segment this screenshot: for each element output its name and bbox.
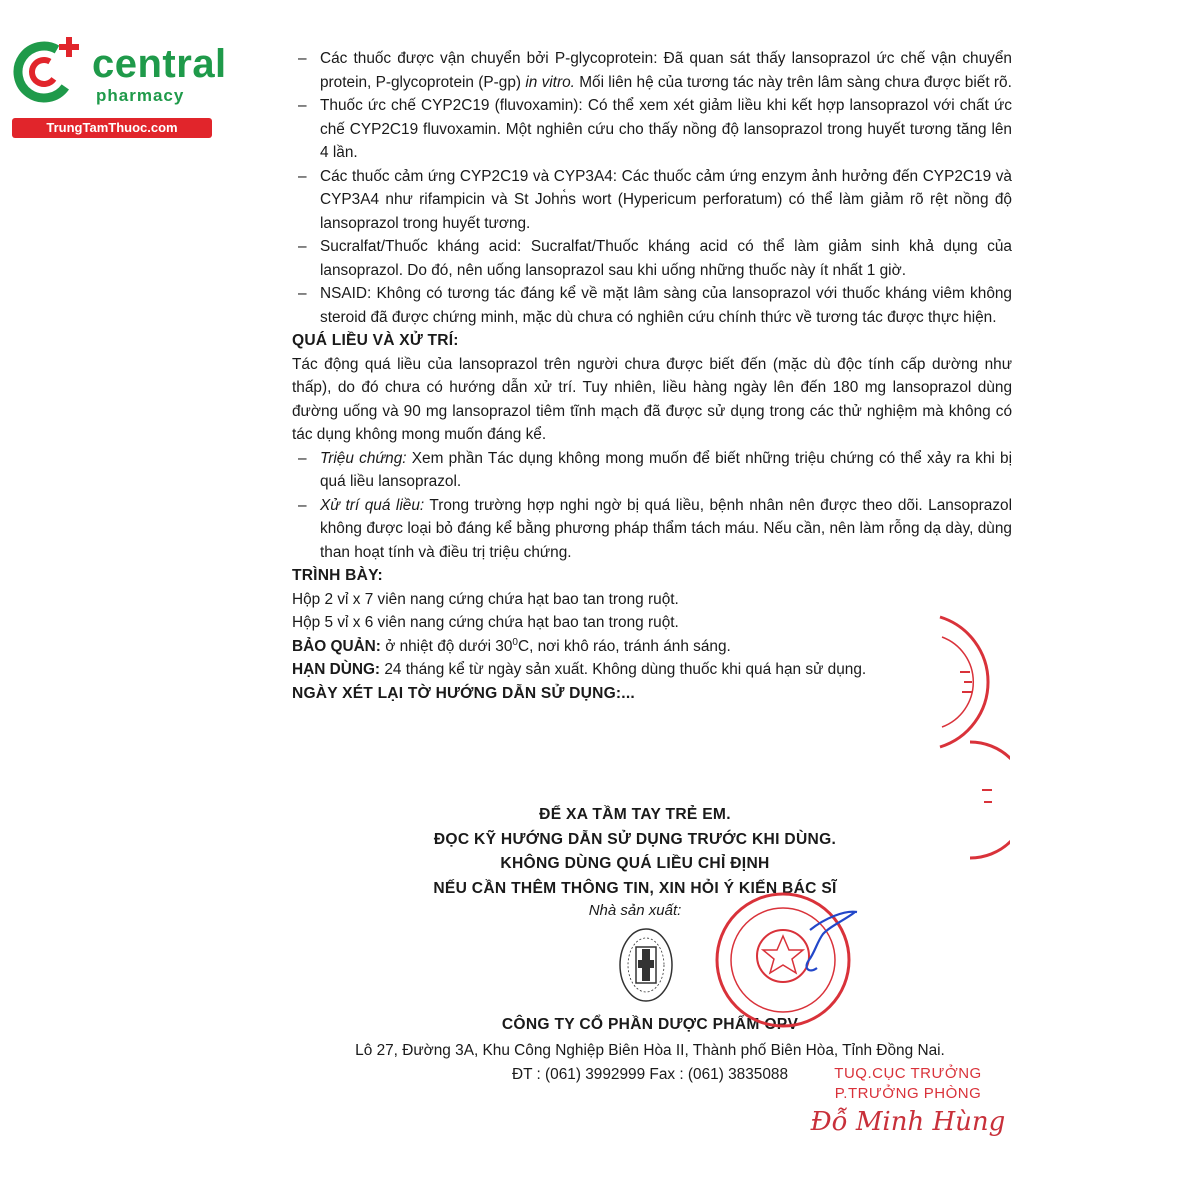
management-text: Trong trường hợp nghi ngờ bị quá liều, bệnh nhân nên được theo dõi. Lansoprazol không được loại bỏ đáng kể bằng phương pháp thẩm tách máu. Nếu cần, nên làm rỗng dạ dày, dùng than hoạt tính và điều trị triệu chứng. bbox=[320, 496, 1013, 561]
interaction-label: Các thuốc được vận chuyển bởi P-glycoprotein: bbox=[320, 50, 658, 67]
bullet-dash: – bbox=[298, 449, 307, 467]
interaction-label: NSAID: bbox=[320, 285, 372, 302]
manufacturer-emblem-icon bbox=[616, 925, 676, 1005]
bullet-dash: – bbox=[298, 496, 307, 514]
presentation-line: Hộp 5 vỉ x 6 viên nang cứng chứa hạt bao tan trong ruột. bbox=[292, 614, 679, 631]
storage-text: ở nhiệt độ dưới 30 bbox=[380, 637, 513, 655]
partial-seal-stamp-icon bbox=[960, 740, 1010, 860]
interaction-label: Sucralfat/Thuốc kháng acid: bbox=[320, 238, 522, 255]
interaction-item bbox=[292, 47, 1012, 94]
official-seal-stamp-icon bbox=[705, 890, 865, 1030]
signature-name: Đỗ Minh Hùng bbox=[810, 1107, 1006, 1137]
bullet-dash: – bbox=[298, 167, 307, 185]
bullet-dash: – bbox=[298, 238, 307, 255]
overdose-symptoms bbox=[292, 447, 1012, 494]
signature-title: P.TRƯỞNG PHÒNG bbox=[834, 1085, 982, 1102]
logo-name: central bbox=[92, 42, 227, 86]
management-label: Xử trí quá liều: bbox=[320, 496, 425, 514]
signature-title: TUQ.CỤC TRƯỞNG bbox=[834, 1065, 982, 1082]
overdose-intro: Tác động quá liều của lansoprazol trên người chưa được biết đến (mặc dù độc tính cấp dường như thấp), do đó chưa có hướng dẫn xử trí. Tuy nhiên, liều hàng ngày lên đến 180 mg lansoprazol dùng đường uống và 90 mg lansoprazol tiêm tĩnh mạch đã được sử dụng trong các thử nghiệm mà không có tác dụng không mong muốn đáng kể. bbox=[292, 355, 1012, 443]
brand-logo[interactable] bbox=[10, 36, 227, 136]
warning-block bbox=[420, 803, 850, 901]
partial-seal-stamp-icon bbox=[920, 612, 1000, 752]
bullet-dash: – bbox=[298, 285, 307, 302]
symptoms-text: Xem phần Tác dụng không mong muốn để biết những triệu chứng có thể xảy ra khi bị quá liều lansoprazol. bbox=[320, 449, 1013, 490]
interaction-text: Các thuốc cảm ứng enzym ảnh hưởng đến CYP2C19 và CYP3A4 như rifampicin và St John᷾s wort (Hypericum perforatum) có thể làm giảm rõ rệt nồng độ lansoprazol trong huyết tương. bbox=[320, 167, 1012, 232]
warning-line: KHÔNG DÙNG QUÁ LIỀU CHỈ ĐỊNH bbox=[500, 855, 770, 872]
overdose-heading: QUÁ LIỀU VÀ XỬ TRÍ: bbox=[292, 332, 459, 349]
document-body bbox=[292, 47, 1012, 705]
warning-line: ĐỂ XA TẦM TAY TRẺ EM. bbox=[539, 806, 731, 823]
storage-degree: 0 bbox=[512, 636, 518, 648]
interaction-text: Sucralfat/Thuốc kháng acid có thể làm giảm sinh khả dụng của lansoprazol. Do đó, nên uống lansoprazol sau khi uống những thuốc này ít nhất 1 giờ. bbox=[320, 238, 1012, 279]
interaction-label: Thuốc ức chế CYP2C19 (fluvoxamin): bbox=[320, 97, 583, 114]
warning-line: ĐỌC KỸ HƯỚNG DẪN SỬ DỤNG TRƯỚC KHI DÙNG. bbox=[433, 830, 837, 848]
review-date: NGÀY XÉT LẠI TỜ HƯỚNG DẪN SỬ DỤNG:... bbox=[292, 684, 635, 702]
storage-text-end: C, nơi khô ráo, tránh ánh sáng. bbox=[517, 637, 731, 655]
expiry-line bbox=[292, 658, 1012, 682]
interaction-item bbox=[292, 282, 1012, 329]
storage-label: BẢO QUẢN: bbox=[292, 637, 381, 655]
central-pharmacy-logo-icon bbox=[12, 36, 82, 106]
interaction-item bbox=[292, 235, 1012, 282]
interaction-italic: in vitro. bbox=[525, 73, 575, 91]
manufacturer-company: CÔNG TY CỔ PHẦN DƯỢC PHẨM OPV bbox=[501, 1016, 799, 1033]
logo-subtitle: pharmacy bbox=[96, 86, 185, 105]
logo-url[interactable]: TrungTamThuoc.com bbox=[12, 118, 212, 138]
expiry-label: HẠN DÙNG: bbox=[292, 661, 381, 678]
interaction-text-end: Mối liên hệ của tương tác này trên lâm sàng chưa được biết rõ. bbox=[574, 73, 1012, 91]
interaction-item bbox=[292, 165, 1012, 236]
manufacturer-address: Lô 27, Đường 3A, Khu Công Nghiệp Biên Hòa II, Thành phố Biên Hòa, Tỉnh Đồng Nai. bbox=[355, 1042, 945, 1059]
storage-line bbox=[292, 635, 1012, 659]
bullet-dash: – bbox=[298, 97, 307, 114]
interaction-text: Đã quan sát thấy lansoprazol ức chế vận chuyển protein, P-glycoprotein (P-gp) bbox=[320, 50, 1012, 91]
warning-line: NẾU CẦN THÊM THÔNG TIN, XIN HỎI Ý KIẾN BÁC SĨ bbox=[433, 879, 837, 897]
bullet-dash: – bbox=[298, 50, 307, 67]
symptoms-label: Triệu chứng: bbox=[320, 449, 407, 467]
overdose-management bbox=[292, 494, 1012, 565]
interaction-label: Các thuốc cảm ứng CYP2C19 và CYP3A4: bbox=[320, 167, 618, 185]
manufacturer-label: Nhà sản xuất: bbox=[588, 902, 682, 919]
manufacturer-phone: ĐT : (061) 3992999 Fax : (061) 3835088 bbox=[511, 1066, 789, 1083]
presentation-heading: TRÌNH BÀY: bbox=[292, 567, 383, 584]
interaction-item bbox=[292, 94, 1012, 165]
expiry-text: 24 tháng kể từ ngày sản xuất. Không dùng thuốc khi quá hạn sử dụng. bbox=[380, 661, 867, 678]
signature-block bbox=[808, 1064, 1008, 1137]
interaction-text: Không có tương tác đáng kể về mặt lâm sàng của lansoprazol với thuốc kháng viêm không steroid đã được chứng minh, mặc dù chưa có nghiên cứu chính thức về tương tác được thực hiện. bbox=[320, 285, 1012, 326]
interaction-text: Có thể xem xét giảm liều khi kết hợp lansoprazol với chất ức chế CYP2C19 fluvoxamin. Một nghiên cứu cho thấy nồng độ lansoprazol trong huyết tương tăng lên 4 lần. bbox=[320, 97, 1012, 161]
presentation-line: Hộp 2 vỉ x 7 viên nang cứng chứa hạt bao tan trong ruột. bbox=[292, 590, 679, 608]
